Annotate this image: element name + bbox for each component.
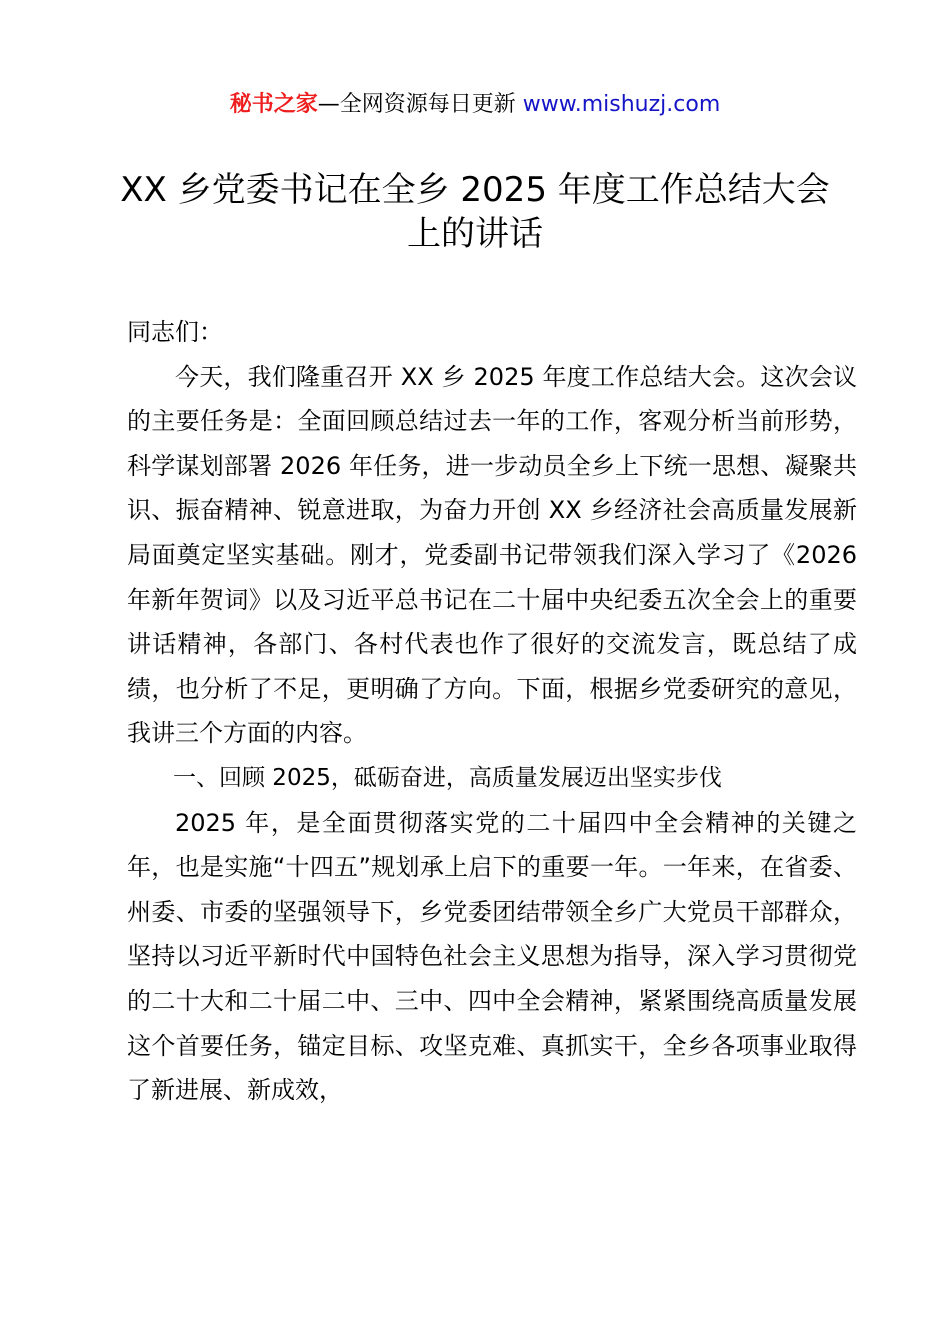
- site-url-link[interactable]: www.mishuzj.com: [522, 92, 721, 117]
- site-banner: [0, 88, 950, 122]
- section-paragraph: 2025 年，是全面贯彻落实党的二十届四中全会精神的关键之年，也是实施“十四五”规划承上启下的重要一年。一年来，在省委、州委、市委的坚强领导下，乡党委团结带领全乡广大党员干部群众，坚持以习近平新时代中国特色社会主义思想为指导，深入学习贯彻党的二十大和二十届二中、三中、四中全会精神，紧紧围绕高质量发展这个首要任务，锚定目标、攻坚克难、真抓实干，全乡各项事业取得了新进展、新成效，: [127, 808, 857, 1105]
- banner-tagline: —全网资源每日更新: [317, 92, 523, 117]
- salutation: 同志们：: [127, 318, 223, 346]
- intro-paragraph: 今天，我们隆重召开 XX 乡 2025 年度工作总结大会。这次会议的主要任务是：全面回顾总结过去一年的工作，客观分析当前形势，科学谋划部署 2026 年任务，进一步动员全乡上下统一思想、凝聚共识、振奋精神、锐意进取，为奋力开创 XX 乡经济社会高质量发展新局面奠定坚实基础。刚才，党委副书记带领我们深入学习了《2026 年新年贺词》以及习近平总书记在二十届中央纪委五次全会上的重要讲话精神，各部门、各村代表也作了很好的交流发言，既总结了成绩，也分析了不足，更明确了方向。下面，根据乡党委研究的意见，我讲三个方面的内容。: [127, 362, 857, 748]
- document-body: [127, 310, 857, 1113]
- section-heading: 一、回顾 2025，砥砺奋进，高质量发展迈出坚实步伐: [173, 764, 722, 791]
- brand-name: 秘书之家: [229, 92, 318, 117]
- document-title: XX 乡党委书记在全乡 2025 年度工作总结大会上的讲话: [120, 170, 830, 254]
